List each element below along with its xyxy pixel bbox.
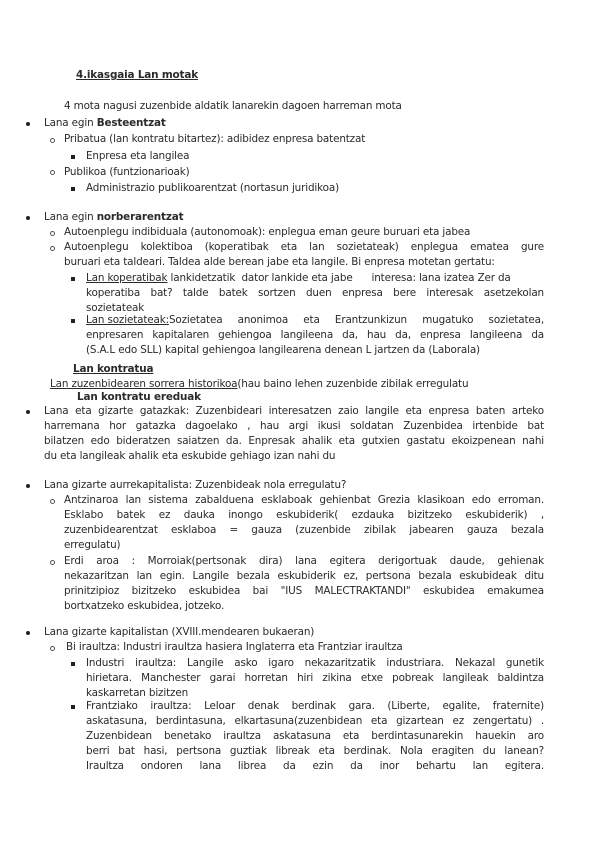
bullet-circle-icon [50,246,55,251]
sub-item-autoenplegu-kolektiboa-line1: Autoenplegu kolektiboa (koperatibak eta lan sozietateak) enplegua ematea gure [64,241,544,253]
koperatibak-line1 [86,271,544,285]
erdi-aroa-line1: Erdi aroa : Morroiak(pertsonak dira) lana egitera derigortuak daude, gehienak [64,555,544,567]
bullet-disc-icon [26,410,30,414]
industri-iraultza-line1: Industri iraultza: Langile asko igaro nekazaritzatik industriara. Nekazal gunetik [86,657,544,669]
bullet-disc-icon [26,631,30,635]
historikoa-line [50,377,468,391]
gatazkak-line2: harremana hor gatazka dagoelako , hau argi ikusi soldatan Zuzenbidea irtenbide bat [44,420,544,432]
kapitalista-bullet: Lana gizarte kapitalistan (XVIII.mendearen bukaeran) [44,626,315,638]
bullet-text: Lana egin [44,211,97,223]
bullet-circle-icon [50,138,55,143]
frantziako-iraultza-line3: Zuzenbidean benetako iraultza askatasuna eta berdintasunarekin hauekin aro [86,730,544,742]
aurrekapitalista-bullet: Lana gizarte aurrekapitalista: Zuzenbideak nola erregulatu? [44,479,347,491]
sub-item-autoenplegu-kolektiboa-line2: buruari eta taldeari. Taldea alde berean jabe eta langile. Bi enpresa motetan gertatu: [64,256,495,268]
koperatibak-line2: koperatiba bat? talde batek sortzen duen enpresa bere interesak asetzekolan [86,287,544,299]
erdi-aroa-line3: prinitzipioz bizitzeko eskubidea bai "IUS MALECTRAKTANDI" eskubidea emakumea [64,585,544,597]
gatazkak-line1: Lana eta gizarte gatazkak: Zuzenbideari interesatzen zaio langile eta enpresa baten arteko [44,405,544,417]
document-title: 4.ikasgaia Lan motak [76,69,198,81]
frantziako-iraultza-line1: Frantziako iraultza: Leloar denak berdinak gara. (Liberte, egalite, fraternite) [86,700,544,712]
sozietateak-text: Sozietatea anonimoa eta Erantzunkizun mugatuko sozietatea, [168,314,544,326]
gatazkak-line4: du eta langileak ahalik eta eskubide gehiago izan nahi du [44,450,336,462]
koperatibak-text: lankidetzatik dator lankide eta jabe interesa: lana izatea Zer da [167,272,511,284]
antzinaroa-line1: Antzinaroa lan sistema zabalduena esklaboak gehienbat Grezia klasikoan edo erroman. [64,494,544,506]
sozietateak-line2: enpresaren kapitalaren gehiengoa langileena da, hau da, enpresa langileena da [86,329,544,341]
bullet-square-icon [71,187,75,191]
bullet-circle-icon [50,170,55,175]
sub-item-autoenplegu-indibiduala: Autoenplegu indibiduala (autonomoak): enplegua eman geure buruari eta jabea [64,226,471,238]
industri-iraultza-line2: hirietara. Manchester garai horretan hiri zikina etxe pobreak langileak baldintza [86,672,544,684]
bullet-square-icon [71,319,75,323]
koperatibak-line3: sozietateak [86,302,145,314]
antzinaroa-line2: Esklabo batek ez dauka inongo eskubiderik( ezdauka bizitzeko eskubiderik) , [64,509,544,521]
sub-item-pribatua: Pribatua (lan kontratu bitartez): adibidez enpresa batentzat [64,133,366,145]
historikoa-link: Lan zuzenbidearen sorrera historikoa [50,378,238,390]
bullet-circle-icon [50,560,55,565]
frantziako-iraultza-line2: askatasuna, berdintasuna, elkartasuna(zuzenbidean eta gizartean ez zengertatu) . [86,715,544,727]
frantziako-iraultza-line4: berri bat hasi, pertsona guztiak libreak eta berdinak. Nola eragiten du lanean? [86,745,544,757]
bullet-circle-icon [50,499,55,504]
section-besteentzat [44,116,166,130]
antzinaroa-line3: zuzenbidearentzat esklaboa = gauza (zuzenbide zibilak jabearen gauza bezala [64,524,544,536]
bullet-square-icon [71,705,75,709]
gatazkak-line3: bilatzen edo bideratzen saiatzen da. Enpresak ahalik eta gutxien gastatu ekoizpenean nahi [44,435,544,447]
bullet-bold-text: Besteentzat [96,117,166,129]
sozietateak-line1 [86,313,544,327]
bullet-disc-icon [26,484,30,488]
heading-lan-kontratua: Lan kontratua [73,363,154,375]
sub-sub-item-enpresa: Enpresa eta langilea [86,150,190,162]
historikoa-rest: (hau baino lehen zuzenbide zibilak erregulatu [237,378,469,390]
bullet-square-icon [71,662,75,666]
sozietateak-line3: (S.A.L edo SLL) kapital gehiengoa langilearena denean L jartzen da (Laborala) [86,344,480,356]
bullet-square-icon [71,155,75,159]
bullet-disc-icon [26,122,30,126]
sub-item-publikoa: Publikoa (funtzionarioak) [64,166,190,178]
erdi-aroa-line4: bortxatzeko eskubidea, jotzeko. [64,600,225,612]
intro-text: 4 mota nagusi zuzenbide aldatik lanarekin dagoen harreman mota [64,100,402,112]
sozietateak-label: Lan sozietateak: [86,314,169,326]
koperatibak-label: Lan koperatibak [86,272,168,284]
frantziako-iraultza-line5: Iraultza ondoren lana librea da ezin da inor behartu lan egitera. [86,760,544,772]
heading-lan-kontratu-ereduak: Lan kontratu ereduak [77,391,201,403]
industri-iraultza-line3: kaskarretan bizitzen [86,687,189,699]
bullet-circle-icon [50,646,55,651]
erdi-aroa-line2: nekazaritzan lan egin. Langile bezala eskubiderik ez, pertsona bezala eskubideak ditu [64,570,544,582]
sub-sub-item-administrazio: Administrazio publikoarentzat (nortasun juridikoa) [86,182,339,194]
bullet-disc-icon [26,216,30,220]
bullet-square-icon [71,277,75,281]
section-norberarentzat [44,210,183,224]
antzinaroa-line4: erregulatu) [64,539,121,551]
bullet-text: Lana egin [44,117,97,129]
bi-iraultza: Bi iraultza: Industri iraultza hasiera Inglaterra eta Frantziar iraultza [66,641,403,653]
bullet-bold-text: norberarentzat [96,211,184,223]
bullet-circle-icon [50,231,55,236]
